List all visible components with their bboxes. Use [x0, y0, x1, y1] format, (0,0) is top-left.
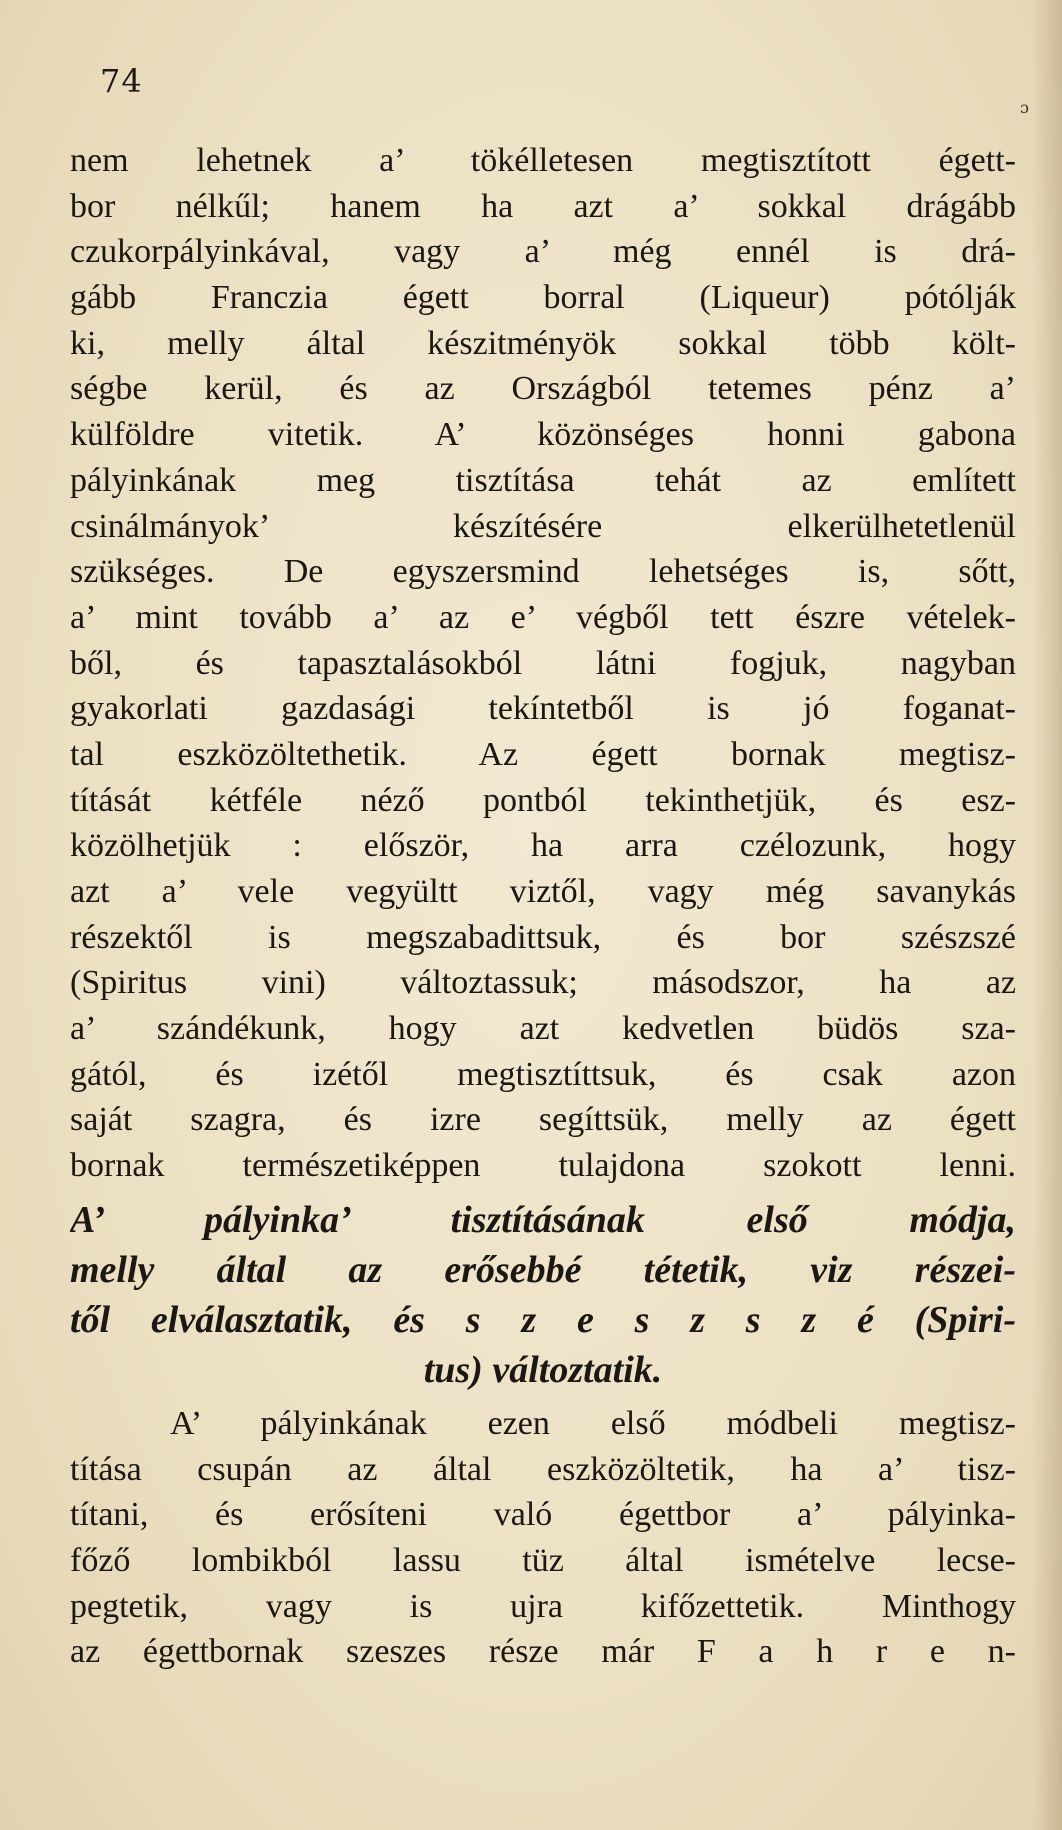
text-line: títása csupán az által eszközöltetik, ha a’ tisz- [70, 1450, 1016, 1488]
text-line: ki, melly által készitményök sokkal több költ- [70, 324, 1016, 362]
page-text [70, 138, 1016, 1675]
text-line: csinálmányok’ készítésére elkerülhetetlenül [70, 507, 1016, 545]
text-line: külföldre vitetik. A’ közönséges honni gabona [70, 416, 1016, 454]
text-line: közölhetjük : először, ha arra czélozunk, hogy [70, 827, 1016, 865]
section-heading [70, 1195, 1016, 1395]
page-number: 74 [100, 62, 143, 100]
text-line: czukorpályinkával, vagy a’ még ennél is drá- [70, 233, 1016, 271]
text-line: gább Franczia égett borral (Liqueur) pótólják [70, 279, 1016, 317]
heading-line: tus) változtatik. [423, 1348, 663, 1391]
text-line: az égettbornak szeszes része már F a h r e n- [70, 1633, 1016, 1671]
text-line: azt a’ vele vegyültt viztől, vagy még savanykás [70, 873, 1016, 910]
text-line: ből, és tapasztalásokból látni fogjuk, nagyban [70, 644, 1016, 682]
text-line: (Spiritus vini) változtassuk; másodszor, ha az [70, 964, 1016, 1002]
text-line: bornak természetiképpen tulajdona szokott lenni. [70, 1147, 1016, 1185]
text-line: A’ pályinkának ezen első módbeli megtisz- [170, 1404, 1016, 1442]
text-line: bor nélkűl; hanem ha azt a’ sokkal drágább [70, 187, 1016, 225]
text-line: gyakorlati gazdasági tekíntetből is jó foganat- [70, 690, 1016, 728]
heading-line: melly által az erősebbé tétetik, viz részei- [70, 1248, 1016, 1291]
text-line: pályinkának meg tisztítása tehát az említett [70, 461, 1016, 499]
heading-line: től elválasztatik, és s z e s z s z é (Spiri- [70, 1298, 1016, 1341]
paragraph-2 [70, 1401, 1016, 1675]
text-line: ségbe kerül, és az Országból tetemes pénz a’ [70, 370, 1016, 408]
paragraph-1 [70, 138, 1016, 1189]
text-line: tal eszközöltethetik. Az égett bornak megtisz- [70, 735, 1016, 773]
text-line: saját szagra, és izre segíttsük, melly az égett [70, 1101, 1016, 1139]
text-line: főző lombikból lassu tüz által ismételve lecse- [70, 1541, 1016, 1579]
margin-mark: ɔ [1020, 98, 1029, 117]
heading-line: A’ pályinka’ tisztításának első módja, [70, 1198, 1016, 1241]
text-line: szükséges. De egyszersmind lehetséges is, sőtt, [70, 553, 1016, 591]
text-line: títani, és erősíteni való égettbor a’ pályinka- [70, 1496, 1016, 1534]
text-line: títását kétféle néző pontból tekinthetjük, és esz- [70, 781, 1016, 819]
text-line: nem lehetnek a’ tökélletesen megtisztított égett- [70, 142, 1016, 179]
text-line: részektől is megszabadittsuk, és bor szészszé [70, 918, 1016, 956]
page-edge-shadow [1032, 0, 1062, 1830]
text-line: a’ szándékunk, hogy azt kedvetlen büdös sza- [70, 1010, 1016, 1048]
text-line: gától, és izétől megtisztíttsuk, és csak azon [70, 1055, 1016, 1093]
text-line: a’ mint tovább a’ az e’ végből tett észre vételek- [70, 598, 1016, 636]
text-line: pegtetik, vagy is ujra kifőzettetik. Minthogy [70, 1587, 1016, 1625]
